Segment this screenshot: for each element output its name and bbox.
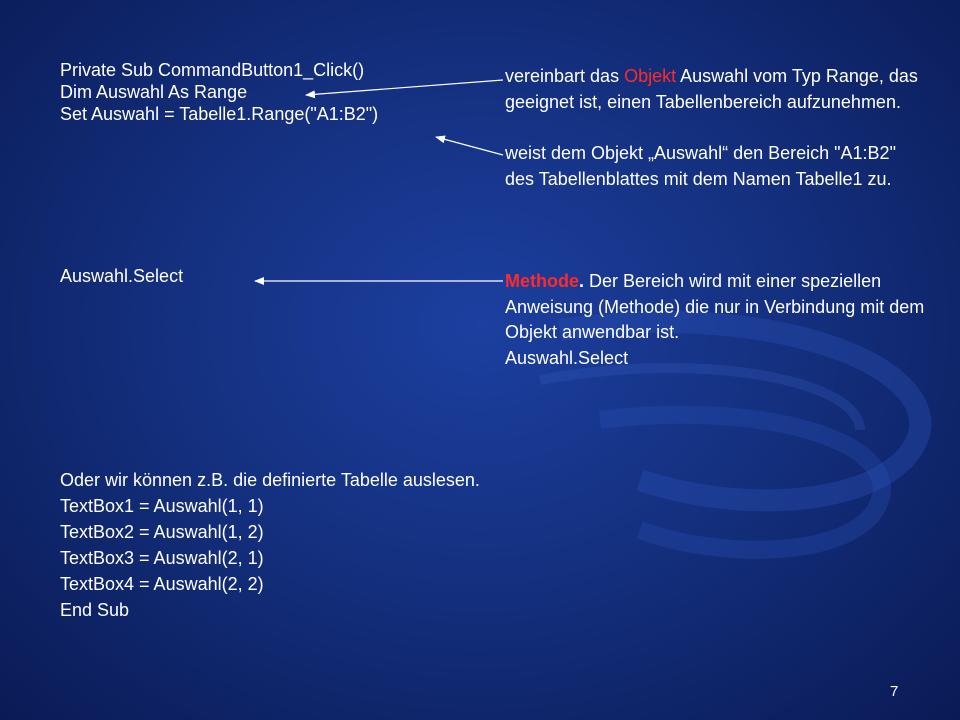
keyword-methode: Methode	[505, 271, 579, 291]
arrow-to-dim	[306, 80, 503, 95]
code-line: Set Auswahl = Tabelle1.Range("A1:B2")	[60, 104, 379, 124]
code-line: Private Sub CommandButton1_Click()	[60, 60, 365, 80]
note-text: Der Bereich wird mit einer speziellen Anweisung (Methode) die nur in Verbindung mit dem Objekt anwendbar ist.	[505, 271, 925, 342]
code-line: TextBox4 = Auswahl(2, 2)	[60, 574, 264, 594]
code-line: End Sub	[60, 600, 130, 620]
code-line: TextBox2 = Auswahl(1, 2)	[60, 522, 264, 542]
note-text: weist dem Objekt „Auswahl“ den Bereich "A1:B2" des Tabellenblattes mit dem Namen Tabelle1 zu.	[505, 143, 896, 189]
keyword-objekt: Objekt	[624, 66, 677, 86]
code-line: TextBox1 = Auswahl(1, 1)	[60, 496, 264, 516]
code-line: Dim Auswahl As Range	[60, 82, 248, 102]
note-text: Auswahl vom Typ Range, das geeignet ist, einen Tabellenbereich aufzunehmen.	[505, 66, 918, 112]
code-line: TextBox3 = Auswahl(2, 1)	[60, 548, 264, 568]
note-dot: .	[579, 271, 585, 291]
code-line: Oder wir können z.B. die definierte Tabelle auslesen.	[60, 470, 480, 490]
code-select: Auswahl.Select	[60, 266, 184, 286]
note-code: Auswahl.Select	[505, 347, 629, 368]
arrow-to-set	[436, 137, 503, 155]
note-text: vereinbart das	[505, 66, 625, 86]
page-number: 7	[890, 683, 899, 700]
